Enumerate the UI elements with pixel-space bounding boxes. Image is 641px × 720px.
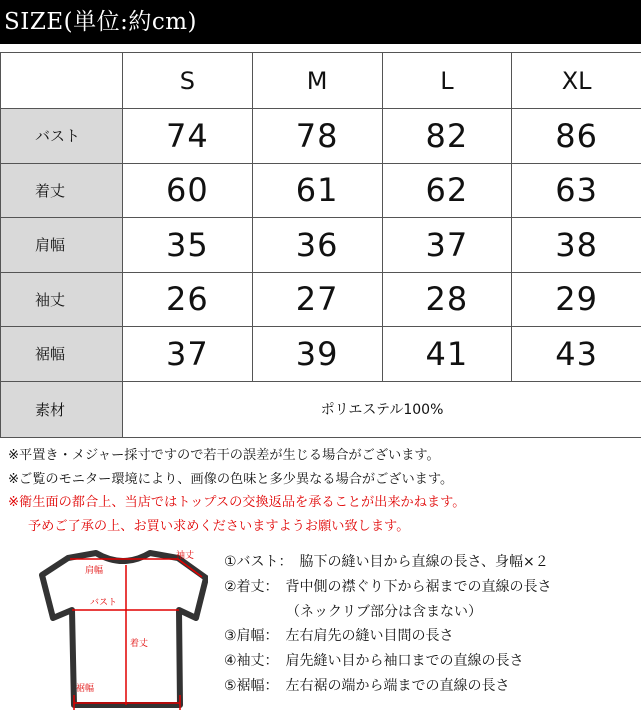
cell-length-l: 62 (382, 163, 512, 218)
cell-shoulder-m: 36 (252, 218, 382, 273)
table-row-sleeve (1, 272, 641, 327)
table-row-material (1, 381, 641, 437)
cell-sleeve-m: 27 (252, 272, 382, 327)
tshirt-outline (42, 553, 206, 705)
table-corner-cell (1, 53, 123, 109)
cell-bust-l: 82 (382, 109, 512, 164)
diagram-label-hem: 裾幅 (76, 684, 95, 694)
cell-shoulder-xl: 38 (512, 218, 641, 273)
note-please-understand: 予めご了承の上、お買い求めくださいますようお願い致します。 (28, 518, 410, 534)
measurement-guide (224, 550, 552, 699)
cell-sleeve-l: 28 (382, 272, 512, 327)
cell-shoulder-l: 37 (382, 218, 512, 273)
diagram-label-sleeve: 袖丈 (176, 551, 195, 561)
cell-bust-s: 74 (123, 109, 253, 164)
cell-length-m: 61 (252, 163, 382, 218)
note-measurement-error: ※平置き・メジャー採寸ですので若干の誤差が生じる場合がございます。 (8, 448, 440, 463)
cell-shoulder-s: 35 (123, 218, 253, 273)
diagram-label-shoulder: 肩幅 (85, 566, 104, 576)
note-no-returns: ※衛生面の都合上、当店ではトップスの交換返品を承ることが出来かねます。 (8, 495, 466, 511)
page-title: SIZE(単位:約cm) (0, 0, 641, 44)
table-row-length (1, 163, 641, 218)
size-header-s: S (123, 53, 253, 109)
diagram-label-length: 着丈 (130, 639, 149, 649)
material-value: ポリエステル100% (123, 381, 641, 437)
cell-hem-l: 41 (382, 327, 512, 382)
cell-hem-xl: 43 (512, 327, 641, 382)
measure-bust: ①バスト： 脇下の縫い目から直線の長さ、身幅×２ (224, 554, 549, 570)
table-row-shoulder (1, 218, 641, 273)
size-table (0, 52, 641, 438)
size-header-row (1, 53, 641, 109)
row-label-shoulder: 肩幅 (1, 218, 123, 273)
cell-sleeve-s: 26 (123, 272, 253, 327)
cell-sleeve-xl: 29 (512, 272, 641, 327)
cell-length-xl: 63 (512, 163, 641, 218)
cell-hem-m: 39 (252, 327, 382, 382)
table-row-bust (1, 109, 641, 164)
measure-length: ②着丈： 背中側の襟ぐり下から裾までの直線の長さ (224, 578, 552, 595)
notes-block (8, 444, 638, 538)
measure-length-note: （ネックリブ部分は含まない） (286, 603, 482, 620)
measure-hem: ⑤裾幅： 左右裾の端から端までの直線の長さ (224, 677, 510, 694)
measure-shoulder: ③肩幅： 左右肩先の縫い目間の長さ (224, 628, 454, 645)
size-header-l: L (382, 53, 512, 109)
row-label-bust: バスト (1, 109, 123, 164)
row-label-length: 着丈 (1, 163, 123, 218)
table-row-hem (1, 327, 641, 382)
measure-sleeve: ④袖丈： 肩先縫い目から袖口までの直線の長さ (224, 653, 524, 670)
cell-bust-m: 78 (252, 109, 382, 164)
cell-length-s: 60 (123, 163, 253, 218)
tshirt-measurement-diagram (38, 545, 208, 715)
diagram-label-bust: バスト (90, 598, 118, 608)
row-label-sleeve: 袖丈 (1, 272, 123, 327)
size-header-xl: XL (512, 53, 641, 109)
row-label-hem: 裾幅 (1, 327, 123, 382)
tshirt-diagram-svg (38, 545, 208, 715)
cell-bust-xl: 86 (512, 109, 641, 164)
cell-hem-s: 37 (123, 327, 253, 382)
size-header-m: M (252, 53, 382, 109)
note-monitor-color: ※ご覧のモニター環境により、画像の色味と多少異なる場合がございます。 (8, 471, 454, 487)
row-label-material: 素材 (1, 381, 123, 437)
